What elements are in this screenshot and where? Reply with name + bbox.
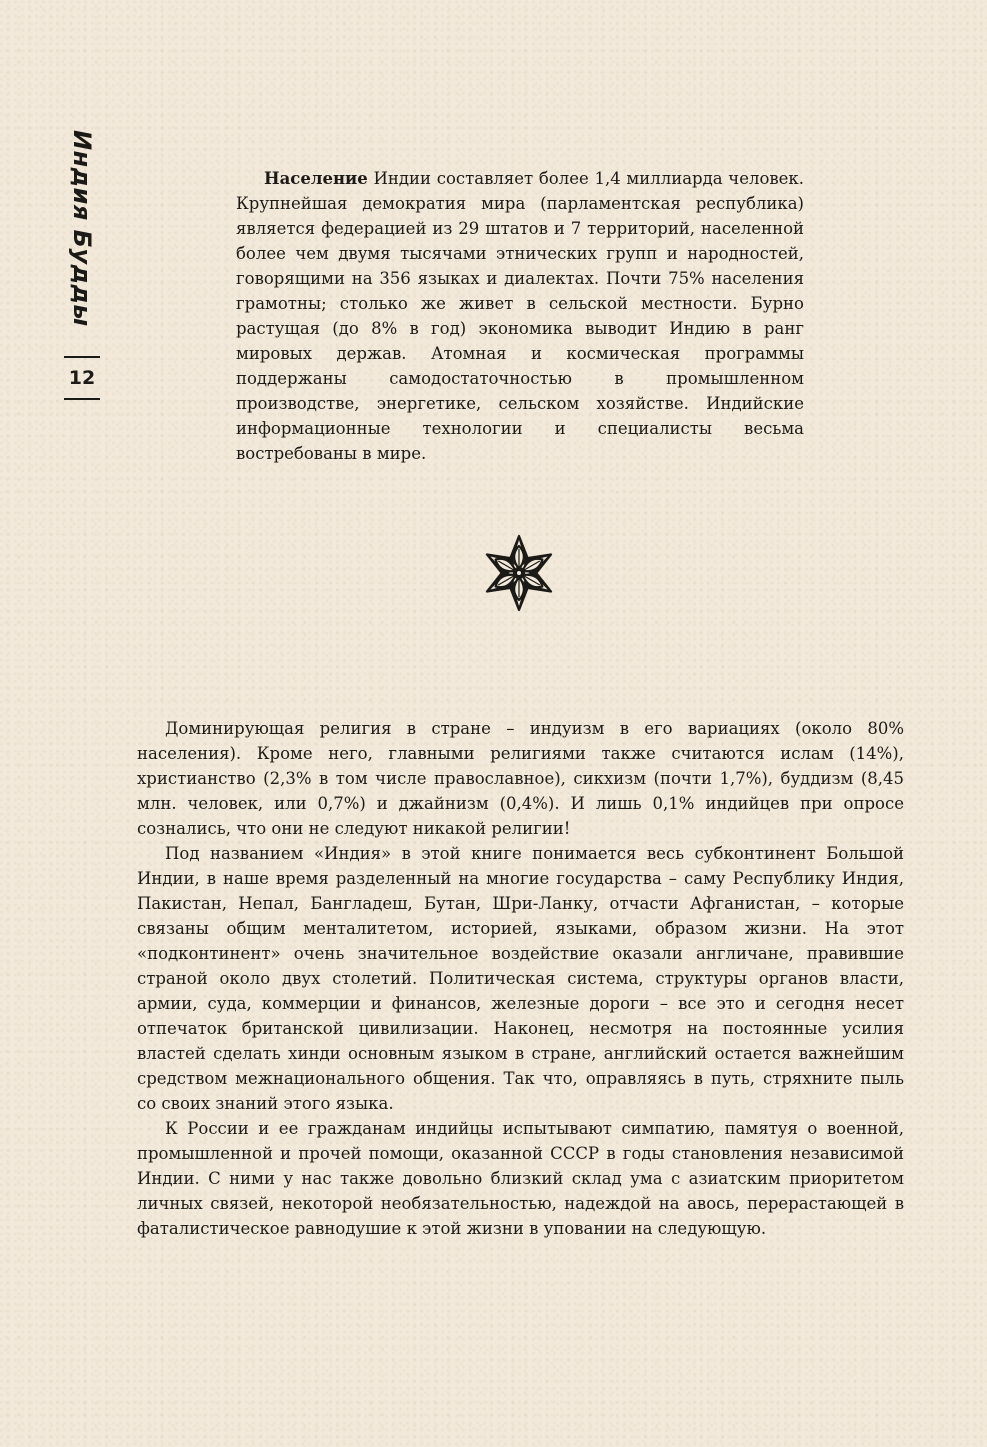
page-number-text: 12: [68, 367, 96, 389]
population-sidebar: [236, 166, 804, 466]
sidebar-lead-bold: Население: [264, 169, 368, 188]
paragraph-russia-relations: К России и ее гражданам индийцы испытывают симпатию, памятуя о военной, промышленной и прочей помощи, оказанной СССР в годы становления независимой Индии. С ними у нас также довольно близкий склад ума с азиатским приоритетом личных связей, некоторой необязательностью, надеждой на авось, перерастающей в фаталистическое равнодушие к этой жизни в уповании на следующую.: [137, 1119, 904, 1238]
lotus-flower-ornament-icon: [476, 534, 562, 612]
paragraph-religion: Доминирующая религия в стране – индуизм в его вариациях (около 80% населения). Кроме него, главными религиями также считаются ислам (14%), христианство (2,3% в том числе православное), сикхизм (почти 1,7%), буддизм (8,45 млн. человек, или 0,7%) и джайнизм (0,4%). И лишь 0,1% индийцев при опросе сознались, что они не следуют никакой религии!: [137, 719, 904, 838]
main-text: [137, 716, 904, 1241]
running-title: [64, 130, 104, 327]
sidebar-text: Индии составляет более 1,4 миллиарда человек. Крупнейшая демократия мира (парламентская республика) является федерацией из 29 штатов и 7 территорий, населенной более чем двумя тысячами этнических групп и народностей, говорящими на 356 языках и диалектах. Почти 75% населения грамотны; столько же живет в сельской местности. Бурно растущая (до 8% в год) экономика выводит Индию в ранг мировых держав. Атомная и космическая программы поддержаны самодостаточностью в промышленном производстве, энергетике, сельском хозяйстве. Индийские информационные технологии и специалисты весьма востребованы в мире.: [236, 169, 804, 463]
paragraph-india-name: Под названием «Индия» в этой книге понимается весь субконтинент Большой Индии, в наше время разделенный на многие государства – саму Республику Индия, Пакистан, Непал, Бангладеш, Бутан, Шри-Ланку, отчасти Афганистан, – которые связаны общим менталитетом, историей, языками, образом жизни. На этот «подконтинент» очень значительное воздействие оказали англичане, правившие страной около двух столетий. Политическая система, структуры органов власти, армии, суда, коммерции и финансов, железные дороги – все это и сегодня несет отпечаток британской цивилизации. Наконец, несмотря на постоянные усилия властей сделать хинди основным языком в стране, английский остается важнейшим средством межнационального общения. Так что, оправляясь в путь, стряхните пыль со своих знаний этого языка.: [137, 844, 904, 1113]
page-number: [64, 356, 100, 400]
running-title-text: Индия Будды: [68, 130, 96, 327]
